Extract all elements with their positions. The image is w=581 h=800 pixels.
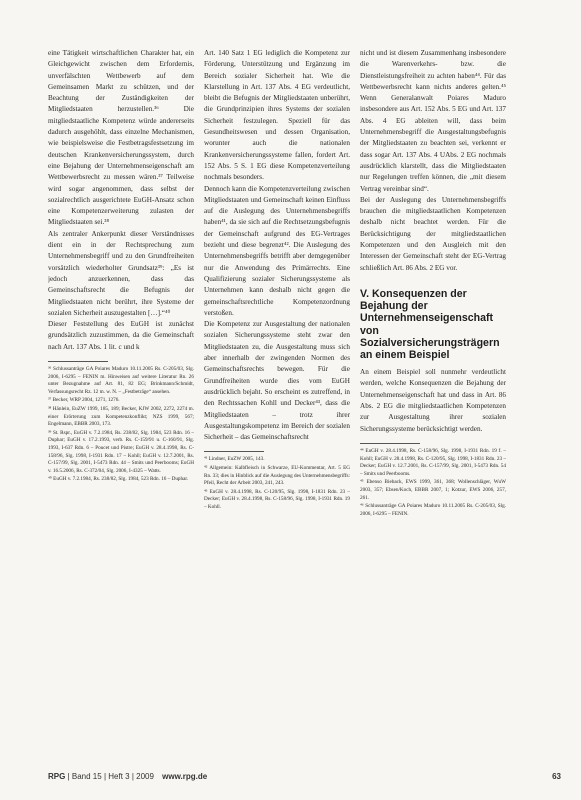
footnote: ³⁸ Hänlein, EuZW 1999, 185, 189; Becker, KJW 2002, 2272, 2274 m. einer Erörterung zum Kompetenzkonflikt; NZS 1999, 567; Engelmann, EBBR 2003, 173.: [48, 405, 194, 428]
footnote: ⁴² Allgemein: Kalbfleisch in Schwarze, EU-Kommentar, Art. 5 EG Rn. 33; dies in Hinblick auf die Auslegung des Unternehmensbegriffs: Pfeil, Recht der Arbeit 2003, 241, 243.: [204, 464, 350, 487]
journal-name: RPG: [48, 772, 66, 781]
footnote: ⁴¹ Lindner, EuZW 2005, 143.: [204, 456, 265, 463]
body-paragraph: Die Kompetenz zur Ausgestaltung der nationalen sozialen Sicherungssysteme steht zwar den Mitgliedstaaten zu, die Ausgestaltung muss sich aber innerhalb der zwingenden Normen des Gemeinschaftsrechts bewegen. Für die Grundfreiheiten wurde dies vom EuGH ausdrücklich bejaht. So erscheint es zutreffend, in den Rechtssachen Kohll und Decker⁴³, dass die Mitgliedstaaten – trotz ihrer Ausgestaltungskompetenz im Bereich der sozialen Sicherheit – das Gemeinschaftsrecht: [204, 320, 350, 442]
footnote-divider: [360, 443, 420, 444]
section-heading: V. Konsequenzen der Bejahung der Unternehmenseigenschaft von Sozialversicherungsträgern an einem Beispiel: [360, 287, 500, 361]
footnote: ³⁶ Schlussanträge GA Poiares Maduro 10.11.2005 Rs. C-205/03, Slg. 2006, I-6295 – FENIN m. Hinweisen auf weitere Literatur Rn. 26 unter Bezugnahme auf Art. 81, 82 EG; Brinkmann/Schmidt, Verfassungsrecht Rz. 12 m. w. N. – „Festbeträge“ ansehen.: [48, 366, 194, 395]
footnote-divider: [48, 361, 108, 362]
footnote: ⁴⁵ Ebenso Bieback, EWS 1999, 361, 368; Wollenschläger, WuW 2003, 357; Ebsen/Koch, EBBR 2007, 1; Kotzur, EWS 2006, 257, 261.: [360, 479, 506, 501]
body-paragraph: Dennoch kann die Kompetenzverteilung zwischen Mitgliedstaaten und Gemeinschaft keinen Einfluss auf die Auslegung des Unternehmensbegriffs haben⁴¹, da sie sich auf die Rechtsetzungsbefugnis der Gemeinschaft aufgrund des EG-Vertrages bezieht und diese begrenzt⁴². Die Auslegung des Unternehmensbegriffs betrifft aber demgegenüber nur die Anwendung des Primärrechts. Eine Qualifizierung sozialer Sicherungssysteme als Unternehmen kann deshalb nicht gegen die gemeinschaftsrechtliche Kompetenzordnung verstoßen.: [204, 184, 350, 317]
column-1: [48, 48, 194, 485]
column-2: [204, 48, 350, 513]
page-number: 63: [552, 772, 561, 781]
year: 2009: [136, 772, 154, 781]
body-paragraph: nicht und ist diesem Zusammenhang insbesondere die Warenverkehrs- bzw. die Dienstleistungsfreiheit zu achten haben⁴⁴. Für das Wettbewerbsrecht kann nichts anderes gelten.⁴⁵ Wenn Generalanwalt Poiares Maduro insbesondere aus Art. 152 Abs. 5 EG und Art. 137 Abs. 4 EG ableiten will, dass beim Unternehmensbegriff die Ausgestaltungsbefugnis der Mitgliedstaaten zu beachten sei, verkennt er dass sogar Art. 137 Abs. 4 UAbs. 2 EG nochmals ausdrücklich klarstellt, dass die Mitgliedstaaten nur Regelungen treffen können, die „mit diesem Vertrag vereinbar sind“.: [360, 49, 506, 193]
issue: Heft 3: [108, 772, 130, 781]
footnote: ⁴⁰ EuGH v. 7.2.1984, Rs. 238/82, Slg. 1984, 523 Rdn. 16 – Duphar.: [48, 476, 189, 483]
separator: |: [103, 772, 107, 781]
body-paragraph: Dieser Feststellung des EuGH ist zunächst grundsätzlich zuzustimmen, da die Gemeinschaft nach Art. 137 Abs. 1 lit. c und k: [48, 320, 194, 351]
body-paragraph: Als zentraler Ankerpunkt dieser Verständnisses dient ein in der Rechtsprechung zum Unternehmensbegriff und zu den Grundfreiheiten vorsätzlich wiederholter Grundsatz³⁹: „Es ist jedoch anzuerkennen, dass das Gemeinschaftsrecht die Befugnis der Mitgliedstaaten nicht berührt, ihre Systeme der sozialen Sicherheit auszugestalten […].“⁴⁰: [48, 229, 194, 317]
page-footer: [48, 772, 561, 784]
footnote-divider: [204, 451, 264, 452]
journal-info: [48, 772, 207, 781]
separator: |: [131, 772, 134, 781]
body-paragraph: Art. 140 Satz 1 EG lediglich die Kompetenz zur Förderung, Unterstützung und Ergänzung im Bereich sozialer Sicherheit hat. Wie die Klarstellung in Art. 137 Abs. 4 EG verdeutlicht, bleibt die Befugnis der Mitgliedstaaten unberührt, die Grundprinzipien ihres Systems der sozialen Sicherheit festzulegen. Speziell für das Gesundheitswesen und dessen Organisation, worunter auch die nationalen Krankenversicherungssysteme fallen, fordert Art. 152 Abs. 5 S. 1 EG diese Kompetenzverteilung nochmals besonders.: [204, 49, 350, 182]
body-paragraph: An einem Beispiel soll nunmehr verdeutlicht werden, welche Konsequenzen die Bejahung der Unternehmenseigenschaft hat und dass in Art. 86 Abs. 2 EG die mitgliedstaatlichen Kompetenzen zur Ausgestaltung ihrer sozialen Sicherungssysteme berücksichtigt werden.: [360, 368, 506, 433]
footnote: ³⁷ Becker, WRP 2004, 1271, 1276.: [48, 397, 120, 404]
body-paragraph: eine Tätigkeit wirtschaftlichen Charakter hat, ein Gleichgewicht zwischen dem Erfordernis, unverfälschten Wettbewerb auf dem Gemeinsamen Markt zu schützen, und der Beachtung der Zuständigkeiten der Mitgliedstaaten herzustellen.³⁶ Die mitgliedstaatliche Kompetenz würde andererseits dadurch ausgehöhlt, dass einzelne Mechanismen, wie beispielsweise die Festbetragsfestsetzung im deutschen Krankenversicherungssystem, durch eine Bejahung der Unternehmenseigenschaft am Wettbewerbsrecht zu messen wären.³⁷ Teilweise wird sogar angenommen, dass selbst der sozialrechtlich ausgerichtete EuGH-Ansatz schon eine Kompetenzerweiterung zulasten der Mitgliedstaaten sei.³⁸: [48, 49, 194, 227]
footnote: ⁴³ EuGH v. 28.4.1998, Rs. C-120/95, Slg. 1998, I-1831 Rdn. 23 – Decker; EuGH v. 28.4.1998, Rs. C-158/96, Slg. 1998, I-1931 Rdn. 19 – Kohll.: [204, 488, 350, 510]
body-paragraph: Bei der Auslegung des Unternehmensbegriffs brauchen die mitgliedstaatlichen Kompetenzen deshalb nicht beachtet werden. Für die Berücksichtigung der mitgliedstaatlichen Kompetenzen und den Ausgleich mit den Interessen der Gemeinschaft steht der EG-Vertrag schließlich Art. 86 Abs. 2 EG vor.: [360, 195, 506, 272]
website-link[interactable]: www.rpg.de: [162, 772, 208, 781]
volume: Band 15: [71, 772, 102, 781]
column-3: [360, 48, 506, 519]
footnote: ⁴⁶ Schlussanträge GA Poiares Maduro 10.11.2005 Rs. C-205/03, Slg. 2006, I-6295 – FENIN.: [360, 503, 506, 517]
footnote: ⁴⁴ EuGH v. 28.4.1998, Rs. C-158/96, Slg. 1998, I-1931 Rdn. 19 f. – Kohll; EuGH v. 28.4.1998, Rs. C-120/95, Slg. 1998, I-1831 Rdn. 23 – Decker; EuGH v. 12.7.2001, Rs. C-157/99, Slg. 2001, I-5473 Rdn. 54 – Smits und Peerbooms.: [360, 447, 506, 477]
footnote: ³⁹ St. Rspr., EuGH v. 7.2.1984, Rs. 238/82, Slg. 1984, 523 Rdn. 16 – Duphar; EuGH v. 17.2.1993, verb. Rs. C-159/91 u. C-160/91, Slg. 1993, I-637 Rdn. 6 – Poucet und Pistre; EuGH v. 28.4.1998, Rs. C-158/96, Slg. 1998, I-1931 Rdn. 17 – Kohll; EuGH v. 12.7.2001, Rs. C-157/99, Slg. 2001, I-5473 Rdn. 44 – Smits und Peerbooms; EuGH v. 16.5.2006, Rs. C-372/04, Slg. 2006, I-4325 – Watts.: [48, 429, 194, 474]
separator: |: [67, 772, 70, 781]
